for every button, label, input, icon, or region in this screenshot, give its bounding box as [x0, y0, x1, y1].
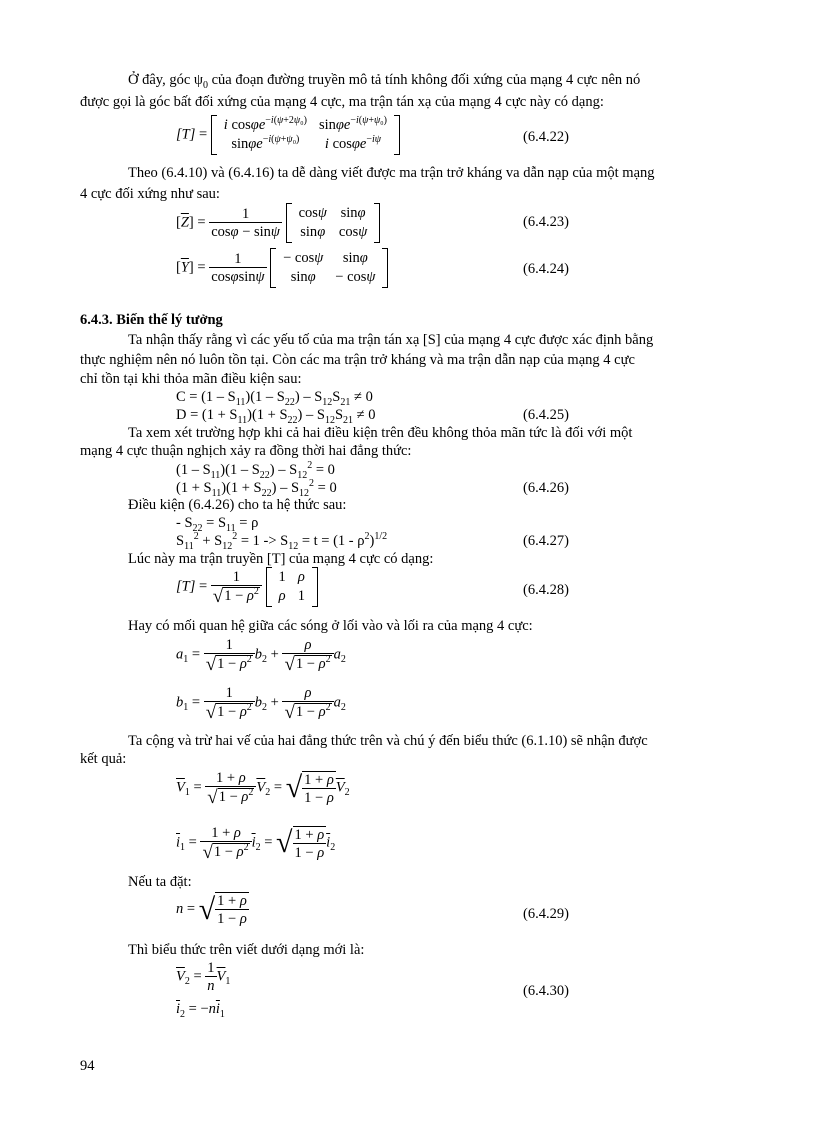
equation-6-4-23: $[\overline{Z}]$ = $\frac{1}{\cos\varphi - \sin\psi}$ cosψ sinφ sinφ cosψ	[176, 203, 380, 243]
equation-i2: $\overline{i}_2 = -n\overline{i}_1$	[176, 1001, 225, 1020]
section-heading: 6.4.3. Biến thế lý tưởng	[80, 312, 223, 328]
equation-number: (6.4.30)	[523, 983, 569, 999]
equation-i1: $\overline{i}_1$ = $\frac{1 + \rho}{√1 - \rho^2}$ $\overline{i}_2$ = √ $\frac{1 + \rho}{1 - \rho}$ $\overline{i}_2$	[176, 825, 336, 863]
paragraph-line: được gọi là góc bất đối xứng của mạng 4 cực, ma trận tán xạ của mạng 4 cực này có dạng:	[80, 94, 604, 110]
equation-line: $S_{11}^2 + S_{12}^2 = 1 -> S_{12} = t = (1 - \rho^2)^{1/2}$	[176, 531, 388, 552]
equation-number: (6.4.24)	[523, 261, 569, 277]
equation-6-4-29: n = √ $\frac{1 + \rho}{1 - \rho}$	[176, 892, 247, 927]
equation-number: (6.4.26)	[523, 480, 569, 496]
paragraph-line: Ở đây, góc $\psi_0$ của đoạn đường truyền mô tả tính không đối xứng của mạng 4 cực nên nó	[128, 72, 641, 91]
equation-number: (6.4.23)	[523, 214, 569, 230]
equation-line: $C = (1 - S_{11})(1 - S_{22}) - S_{12}S_{21} \ne 0$	[176, 389, 373, 408]
equation-v1: $\overline{V}_1$ = $\frac{1 + \rho}{√1 - \rho^2}$ $\overline{V}_2$ = √ $\frac{1 + \rho}{1 - \rho}$ $\overline{V}_2$	[176, 770, 350, 808]
equation-number: (6.4.28)	[523, 582, 569, 598]
equation-line: - $S_{22} = S_{11} = \rho$	[176, 515, 259, 534]
paragraph-line: mạng 4 cực thuận nghịch xảy ra đồng thời hai đẳng thức:	[80, 443, 412, 459]
paragraph-line: Theo (6.4.10) và (6.4.16) ta dễ dàng viết được ma trận trở kháng va dẫn nạp của một mạng	[128, 165, 655, 181]
equation-number: (6.4.27)	[523, 533, 569, 549]
paragraph-line: Ta cộng và trừ hai vế của hai đẳng thức trên và chú ý đến biểu thức (6.1.10) sẽ nhận được	[128, 733, 648, 749]
equation-line: $(1 - S_{11})(1 - S_{22}) - S_{12}^2 = 0$	[176, 460, 335, 481]
paragraph-line: Lúc này ma trận truyền [T] của mạng 4 cực có dạng:	[128, 551, 434, 567]
equation-line: $D = (1 + S_{11})(1 + S_{22}) - S_{12}S_{21} \ne 0$	[176, 407, 376, 426]
page-number: 94	[80, 1058, 95, 1074]
equation-6-4-24: $[\overline{Y}]$ = $\frac{1}{\cos\varphi\sin\psi}$ − cosψ sinφ sinφ − cosψ	[176, 248, 388, 288]
equation-line: $(1 + S_{11})(1 + S_{22}) - S_{12}^2 = 0$	[176, 478, 337, 499]
paragraph-line: chỉ tồn tại khi thỏa mãn điều kiện sau:	[80, 371, 302, 387]
equation-number: (6.4.25)	[523, 407, 569, 423]
paragraph-line: Nếu ta đặt:	[128, 874, 192, 890]
equation-b1: $b_1$ = $\frac{1}{√1 - \rho^2}$ $b_2$ + $\frac{\rho}{√1 - \rho^2}$ $a_2$	[176, 685, 346, 723]
equation-6-4-22: [T] = i cosφe$^{-i(\psi+2\psi_0)}$ sinφe$^{-i(\psi+\psi_0)}$ sinφe$^{-i(\psi+\psi_0)}$ i cosφe$^{-i\psi}$	[176, 115, 400, 155]
paragraph-line: kết quả:	[80, 751, 127, 767]
equation-6-4-28: [T] = $\frac{1}{√1 - \rho^2}$ 1 ρ ρ 1	[176, 567, 318, 607]
paragraph-line: thực nghiệm nên nó luôn tồn tại. Còn các ma trận trở kháng và ma trận dẫn nạp của mạng 4 cực	[80, 352, 635, 368]
equation-number: (6.4.29)	[523, 906, 569, 922]
paragraph-line: 4 cực đối xứng như sau:	[80, 186, 220, 202]
paragraph-line: Thì biểu thức trên viết dưới dạng mới là:	[128, 942, 365, 958]
paragraph-line: Ta xem xét trường hợp khi cả hai điều kiện trên đều không thỏa mãn tức là đối với một	[128, 425, 633, 441]
paragraph-line: Điều kiện (6.4.26) cho ta hệ thức sau:	[128, 497, 347, 513]
equation-a1: $a_1$ = $\frac{1}{√1 - \rho^2}$ $b_2$ + $\frac{\rho}{√1 - \rho^2}$ $a_2$	[176, 637, 346, 675]
equation-number: (6.4.22)	[523, 129, 569, 145]
paragraph-line: Hay có mối quan hệ giữa các sóng ở lối vào và lối ra của mạng 4 cực:	[128, 618, 533, 634]
equation-v2: $\overline{V}_2$ = $\frac{1}{n}$ $\overline{V}_1$	[176, 960, 231, 994]
paragraph-line: Ta nhận thấy rằng vì các yếu tố của ma trận tán xạ [S] của mạng 4 cực được xác định bằng	[128, 332, 654, 348]
